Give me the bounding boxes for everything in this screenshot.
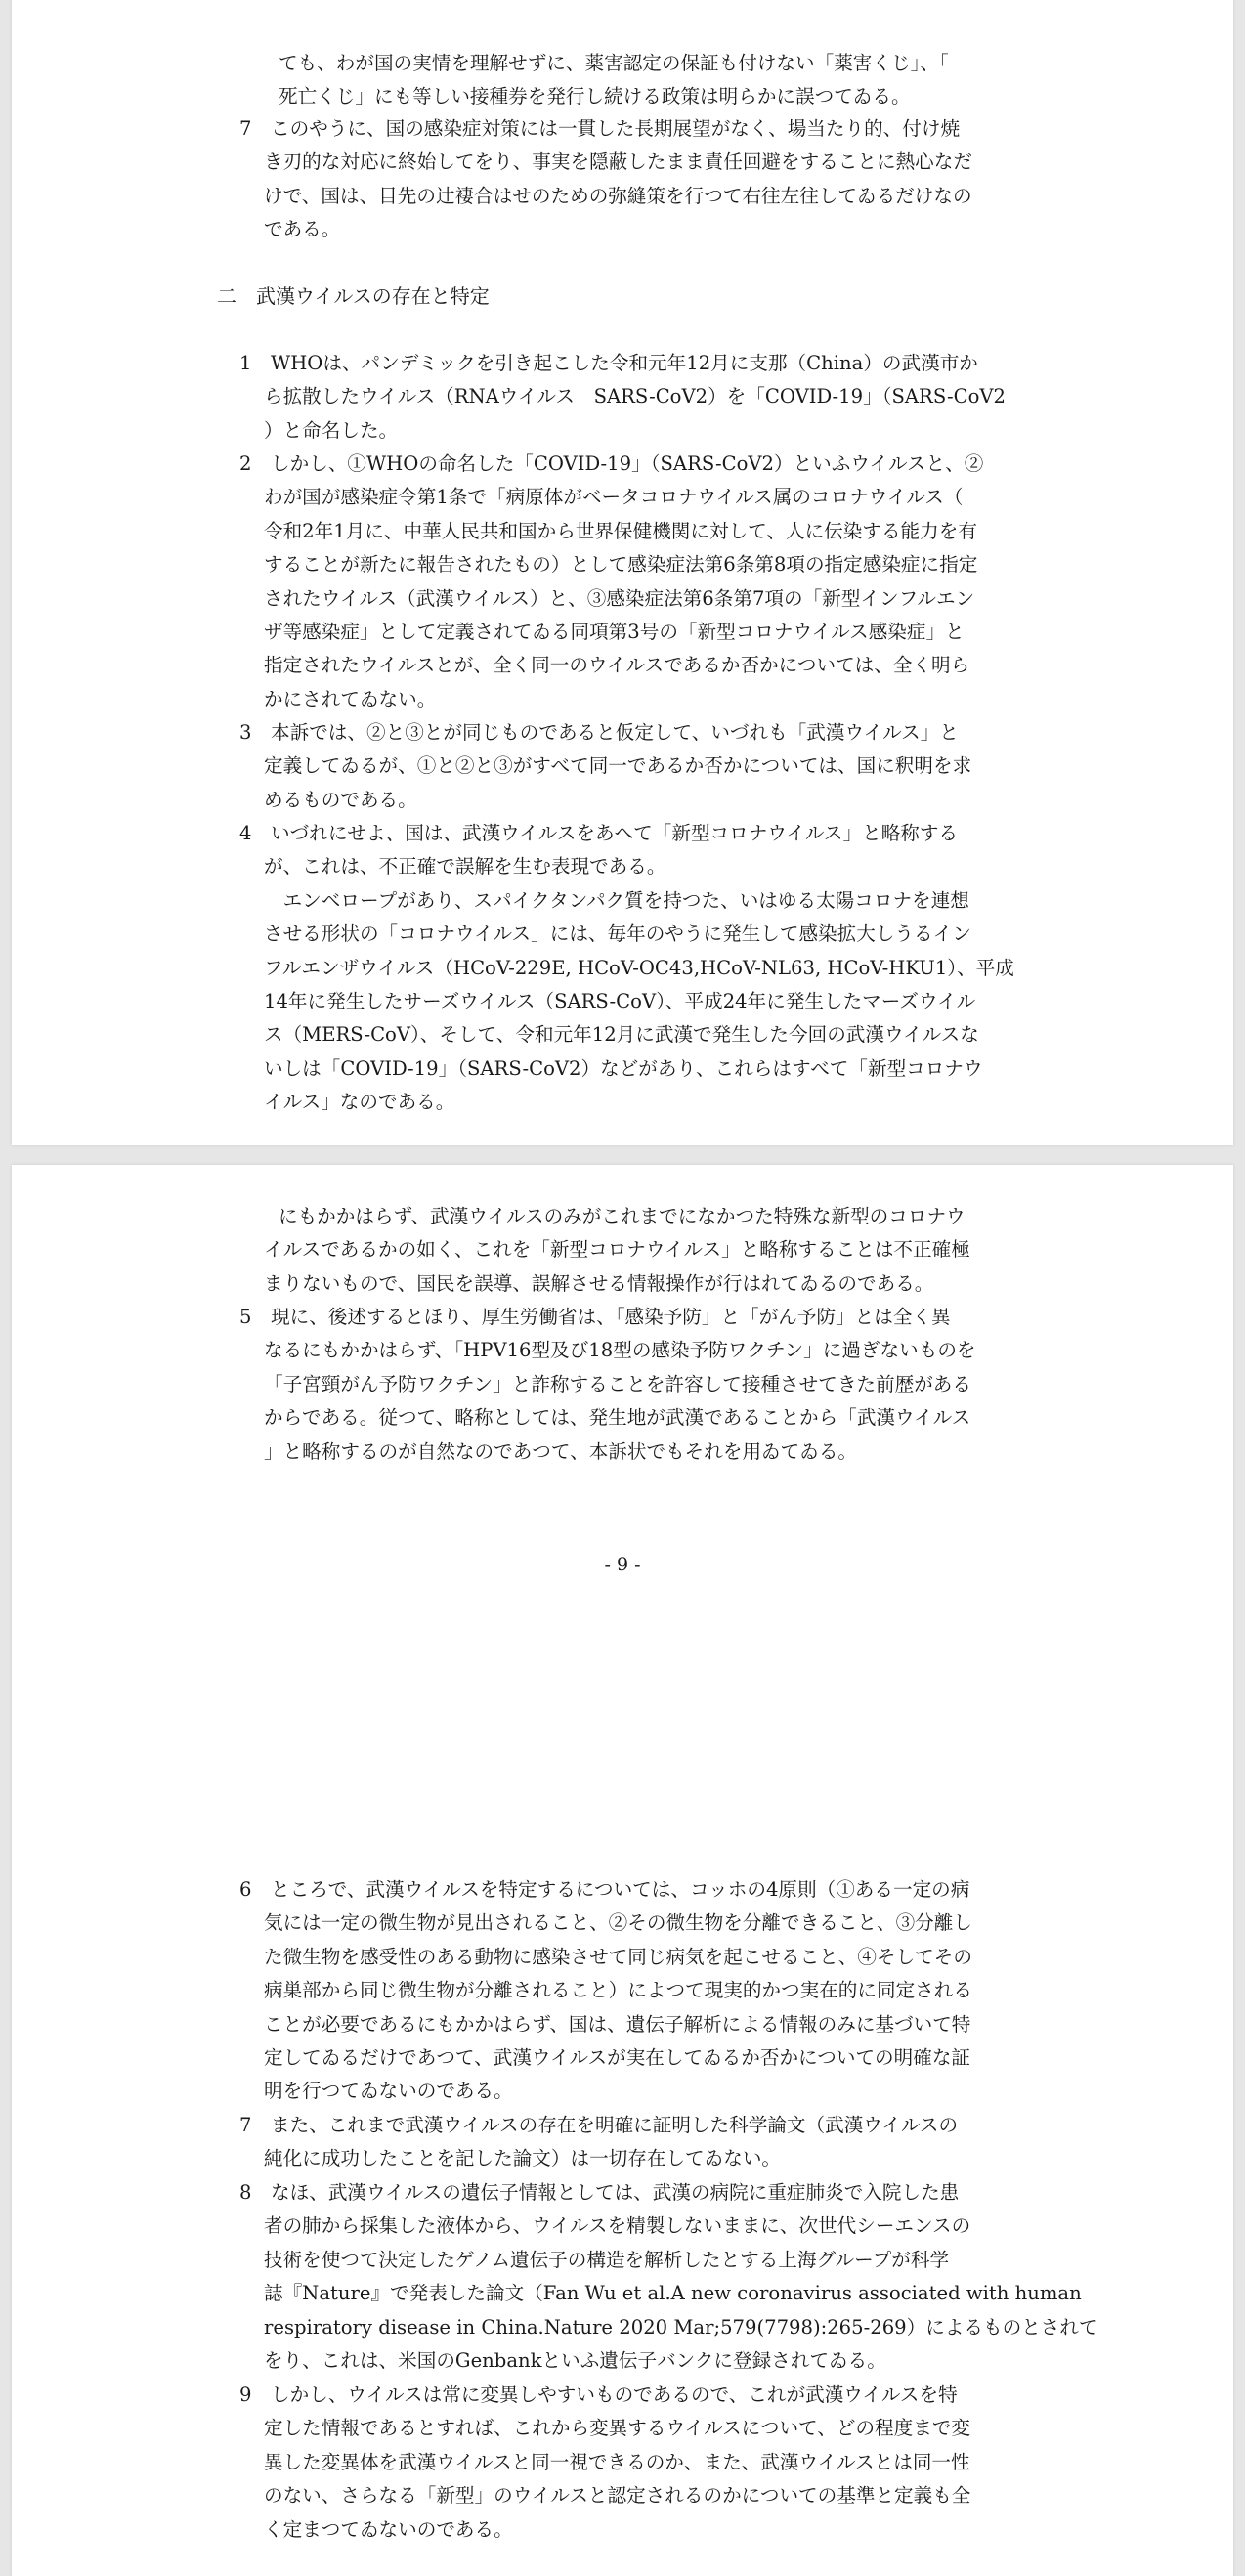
- item-8-line: 技術を使つて決定したゲノム遺伝子の構造を解析したとする上海グループが科学: [264, 2248, 950, 2271]
- item-8-line: 者の肺から採集した液体から、ウイルスを精製しないままに、次世代シーエンスの: [264, 2214, 971, 2238]
- item-2-line: することが新たに報告されたもの）として感染症法第6条第8項の指定感染症に指定: [264, 553, 978, 577]
- item-8-line: 誌『Nature』で発表した論文（Fan Wu et al.A new coronavirus associated with human: [264, 2282, 1082, 2305]
- item-6-line: 病巣部から同じ微生物が分離されること）によつて現実的かつ実在的に同定される: [264, 1979, 972, 2002]
- document-page-2: [12, 1165, 1233, 2576]
- document-page-1: [12, 0, 1233, 1145]
- item-5-line: 5 現に、後述するとほり、厚生労働省は、「感染予防」と「がん予防」とは全く異: [239, 1306, 951, 1328]
- page-number: - 9 -: [604, 1554, 641, 1575]
- intro-paragraph-line: 死亡くじ」にも等しい接種券を発行し続ける政策は明らかに誤つてゐる。: [279, 85, 911, 108]
- item-6-line: 明を行つてゐないのである。: [264, 2080, 513, 2103]
- item-7b-line: 純化に成功したことを記した論文）は一切存在してゐない。: [264, 2147, 782, 2170]
- item-2-line: 2 しかし、①WHOの命名した「COVID-19」（SARS-CoV2）といふウイルスと、②: [239, 452, 984, 475]
- item-2-line: 令和2年1月に、中華人民共和国から世界保健機関に対して、人に伝染する能力を有: [264, 519, 977, 542]
- item-4-line: 14年に発生したサーズウイルス（SARS-CoV）、平成24年に発生したマーズウイル: [264, 990, 976, 1012]
- item-7-line: である。: [264, 218, 341, 241]
- item-4-line: イルス」なのである。: [264, 1091, 455, 1114]
- item-2-line: わが国が感染症令第1条で「病原体がベータコロナウイルス属のコロナウイルス（: [264, 486, 964, 509]
- item-7-line: けで、国は、目先の辻褄合はせのための弥縫策を行つて右往左往してゐるだけなの: [264, 184, 972, 207]
- item-2-line: かにされてゐない。: [264, 687, 437, 710]
- item-5-line: なるにもかかはらず、「HPV16型及び18型の感染予防ワクチン」に過ぎないものを: [264, 1339, 976, 1362]
- item-8-line: respiratory disease in China.Nature 2020 Mar;579(7798):265-269）によるものとされて: [264, 2315, 1098, 2339]
- item-5-line: 「子宮頸がん予防ワクチン」と詐称することを許容して接種させてきた前歴がある: [264, 1372, 971, 1395]
- item-2-line: されたウイルス（武漢ウイルス）と、③感染症法第6条第7項の「新型インフルエン: [264, 586, 975, 610]
- item-1-line: 1 WHOは、パンデミックを引き起こした令和元年12月に支那（China）の武漢市か: [239, 352, 978, 374]
- item-9-line: 異した変異体を武漢ウイルスと同一視できるのか、また、武漢ウイルスとは同一性: [264, 2450, 970, 2473]
- item-6-line: ことが必要であるにもかかはらず、国は、遺伝子解析による情報のみに基づいて特: [264, 2012, 971, 2036]
- item-9-line: のない、さらなる「新型」のウイルスと認定されるのかについての基準と定義も全: [264, 2484, 971, 2508]
- item-7-line: 7 このやうに、国の感染症対策には一貫した長期展望がなく、場当たり的、付け焼: [239, 117, 961, 140]
- continuation-paragraph-line: イルスであるかの如く、これを「新型コロナウイルス」と略称することは不正確極: [264, 1238, 970, 1262]
- item-5-line: からである。従つて、略称としては、発生地が武漢であることから「武漢ウイルス: [264, 1406, 971, 1430]
- item-8-line: 8 なほ、武漢ウイルスの遺伝子情報としては、武漢の病院に重症肺炎で入院した患: [239, 2181, 960, 2204]
- item-2-line: 指定されたウイルスとが、全く同一のウイルスであるか否かについては、全く明ら: [264, 654, 970, 677]
- item-9-line: 定した情報であるとすれば、これから変異するウイルスについて、どの程度まで変: [264, 2417, 971, 2440]
- continuation-paragraph-line: にもかかはらず、武漢ウイルスのみがこれまでになかつた特殊な新型のコロナウ: [279, 1205, 966, 1227]
- item-4-line: フルエンザウイルス（HCoV-229E, HCoV-OC43,HCoV-NL63, HCoV-HKU1）、平成: [264, 956, 1014, 979]
- item-4-line: エンベロープがあり、スパイクタンパク質を持つた、いはゆる太陽コロナを連想: [264, 888, 969, 912]
- item-6-line: 気には一定の微生物が見出されること、②その微生物を分離できること、③分離し: [264, 1911, 972, 1935]
- item-3-line: めるものである。: [264, 788, 417, 811]
- item-1-line: ）と命名した。: [264, 418, 399, 442]
- item-3-line: 定義してゐるが、①と②と③がすべて同一であるか否かについては、国に釈明を求: [264, 754, 972, 778]
- item-4-line: いしは「COVID-19」（SARS-CoV2）などがあり、これらはすべて「新型コロナウ: [264, 1056, 983, 1080]
- item-9-line: く定まつてゐないのである。: [264, 2517, 513, 2541]
- intro-paragraph-line: ても、わが国の実情を理解せずに、薬害認定の保証も付けない「薬害くじ」、「: [279, 52, 949, 74]
- item-9-line: 9 しかし、ウイルスは常に変異しやすいものであるので、これが武漢ウイルスを特: [239, 2383, 958, 2406]
- item-4-line: 4 いづれにせよ、国は、武漢ウイルスをあへて「新型コロナウイルス」と略称する: [239, 822, 959, 844]
- section-heading: 二 武漢ウイルスの存在と特定: [217, 284, 490, 308]
- item-4-line: が、これは、不正確で誤解を生む表現である。: [264, 855, 666, 879]
- item-6-line: た微生物を感受性のある動物に感染させて同じ病気を起こせること、④そしてその: [264, 1945, 972, 1968]
- item-3-line: 3 本訴では、②と③とが同じものであると仮定して、いづれも「武漢ウイルス」と: [239, 721, 959, 744]
- item-5-line: 」と略称するのが自然なのであつて、本訴状でもそれを用ゐてゐる。: [264, 1439, 858, 1463]
- item-4-line: ス（MERS-CoV）、そして、令和元年12月に武漢で発生した今回の武漢ウイルスな: [264, 1023, 979, 1047]
- item-7-line: き刃的な対応に終始してをり、事実を隠蔽したまま責任回避をすることに熱心なだ: [264, 150, 972, 174]
- continuation-paragraph-line: まりないもので、国民を誤導、誤解させる情報操作が行はれてゐるのである。: [264, 1271, 934, 1295]
- item-2-line: ザ等感染症」として定義されてゐる同項第3号の「新型コロナウイルス感染症」と: [264, 621, 965, 643]
- item-4-line: させる形状の「コロナウイルス」には、毎年のやうに発生して感染拡大しうるイン: [264, 923, 971, 946]
- item-6-line: 定してゐるだけであつて、武漢ウイルスが実在してゐるか否かについての明確な証: [264, 2046, 971, 2069]
- item-8-line: をり、これは、米国のGenbankといふ遺伝子バンクに登録されてゐる。: [264, 2349, 886, 2372]
- item-6-line: 6 ところで、武漢ウイルスを特定するについては、コッホの4原則（①ある一定の病: [239, 1878, 970, 1901]
- item-7b-line: 7 また、これまで武漢ウイルスの存在を明確に証明した科学論文（武漢ウイルスの: [239, 2114, 959, 2136]
- item-1-line: ら拡散したウイルス（RNAウイルス SARS-CoV2）を「COVID-19」（SARS-CoV2: [264, 385, 1006, 408]
